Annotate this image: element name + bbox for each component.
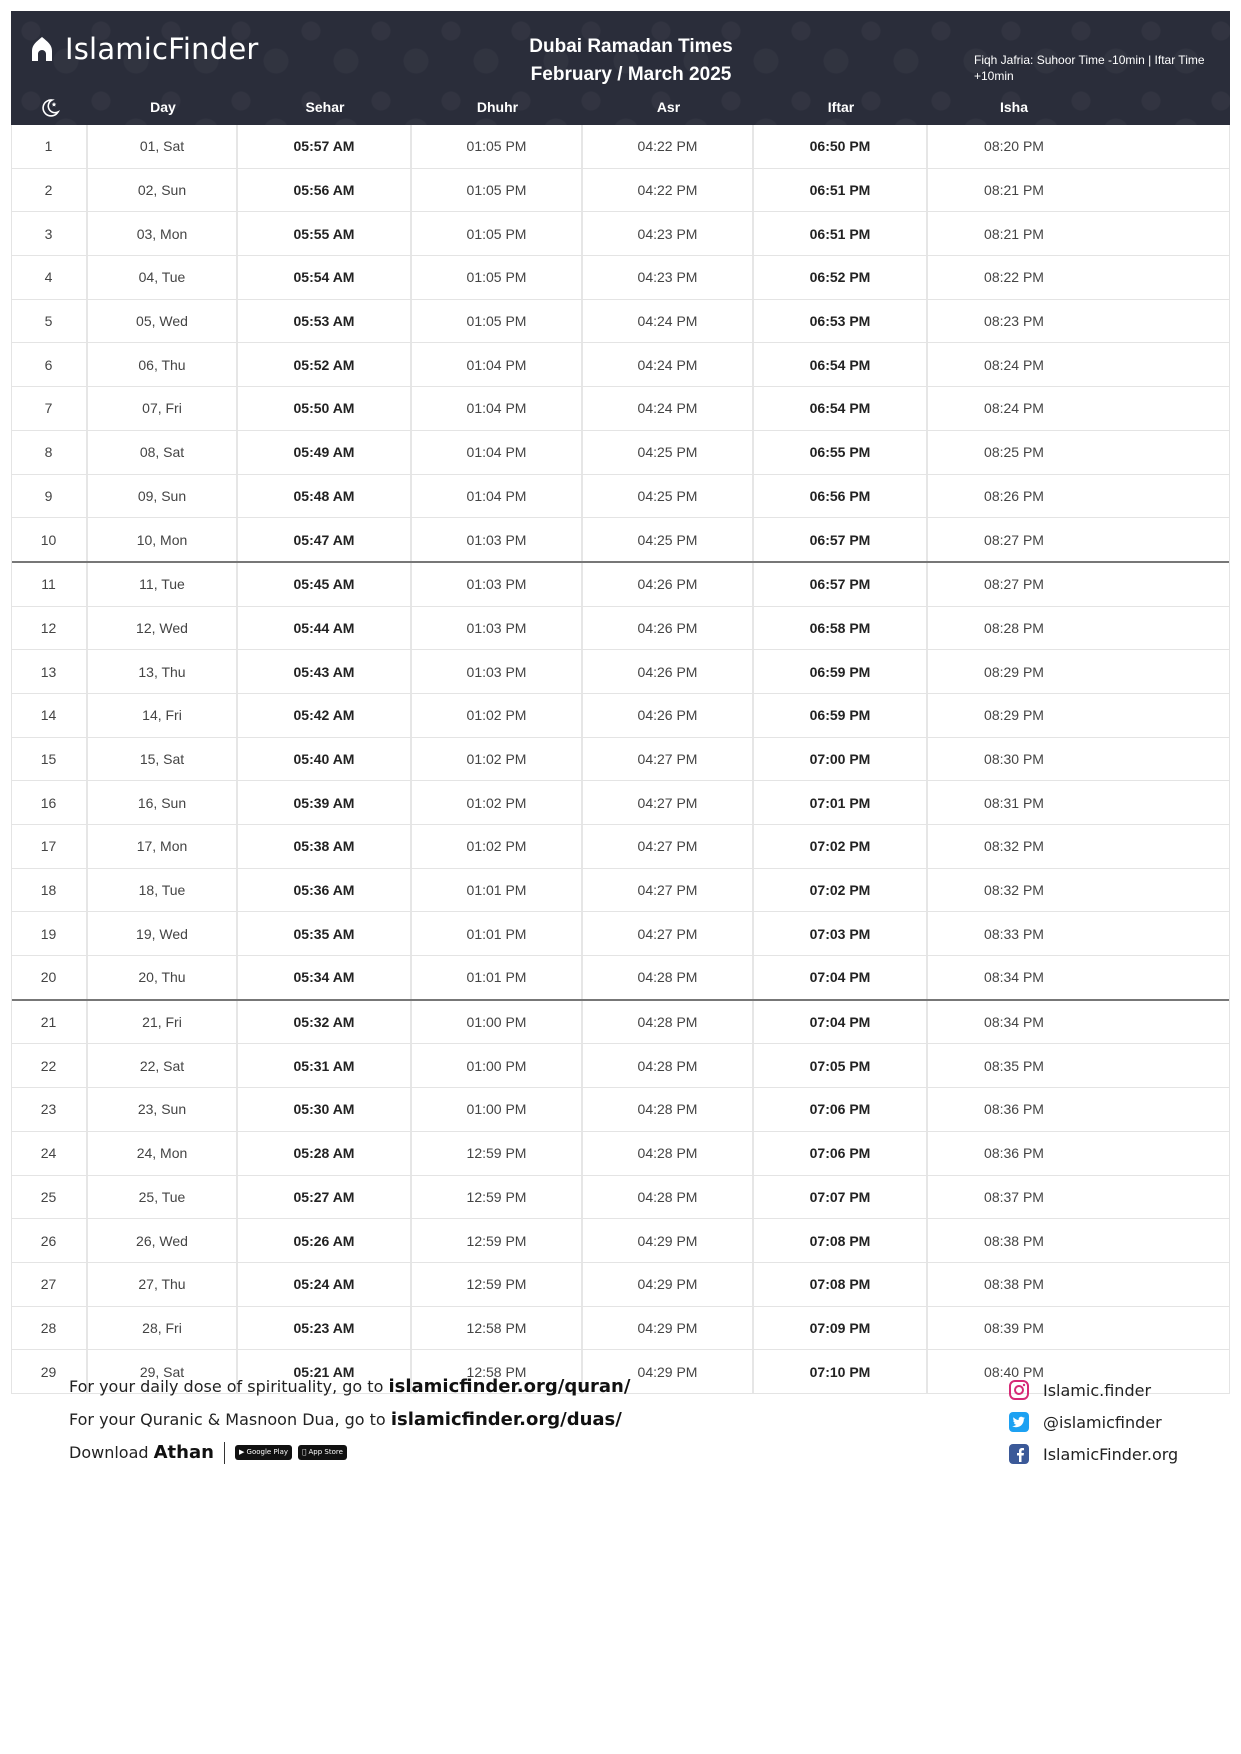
cell-dhuhr: 01:00 PM [412,1044,583,1087]
cell-sehar: 05:50 AM [238,387,412,430]
cell-dhuhr: 01:02 PM [412,781,583,824]
cell-day: 08, Sat [88,431,238,474]
table-header-row [11,89,1230,125]
cell-isha: 08:40 PM [984,1363,1044,1380]
cell-index: 23 [11,1088,88,1131]
cell-index: 8 [11,431,88,474]
cell-day: 11, Tue [88,563,238,606]
cell-sehar: 05:21 AM [238,1350,412,1393]
column-header-isha: Isha [999,99,1028,115]
table-row [11,607,1230,651]
crescent-moon-icon [39,97,61,119]
table-row [11,169,1230,213]
cell-iftar: 07:04 PM [754,1001,928,1044]
cell-isha: 08:27 PM [984,531,1044,548]
download-prefix: Download [69,1443,149,1462]
cell-isha: 08:26 PM [984,487,1044,504]
table-row [11,738,1230,782]
fiqh-note: Fiqh Jafria: Suhoor Time -10min | Iftar Time +10min [974,53,1205,83]
cell-isha: 08:31 PM [984,794,1044,811]
cell-iftar: 06:54 PM [754,343,928,386]
cell-index: 10 [11,518,88,561]
cell-dhuhr: 12:59 PM [412,1132,583,1175]
cell-index: 28 [11,1307,88,1350]
cell-index: 9 [11,475,88,518]
cell-dhuhr: 01:04 PM [412,431,583,474]
cell-isha: 08:21 PM [984,225,1044,242]
quran-link[interactable]: islamicfinder.org/quran/ [388,1376,631,1397]
cell-asr: 04:29 PM [583,1307,754,1350]
cell-dhuhr: 01:05 PM [412,125,583,168]
cell-isha: 08:38 PM [984,1232,1044,1249]
cell-asr: 04:24 PM [583,300,754,343]
cell-isha: 08:35 PM [984,1057,1044,1074]
cell-index: 20 [11,956,88,999]
cell-index: 1 [11,125,88,168]
cell-sehar: 05:56 AM [238,169,412,212]
cell-day: 16, Sun [88,781,238,824]
cell-isha: 08:33 PM [984,925,1044,942]
cell-iftar: 07:03 PM [754,912,928,955]
cell-asr: 04:26 PM [583,563,754,606]
cell-dhuhr: 01:01 PM [412,869,583,912]
cell-sehar: 05:36 AM [238,869,412,912]
instagram-handle: Islamic.finder [1043,1380,1152,1400]
cell-sehar: 05:32 AM [238,1001,412,1044]
cell-day: 05, Wed [88,300,238,343]
cell-sehar: 05:30 AM [238,1088,412,1131]
cell-asr: 04:23 PM [583,256,754,299]
duas-prefix: For your Quranic & Masnoon Dua, go to [69,1410,391,1429]
cell-index: 2 [11,169,88,212]
table-row [11,1307,1230,1351]
cell-day: 21, Fri [88,1001,238,1044]
cell-iftar: 06:56 PM [754,475,928,518]
cell-dhuhr: 01:05 PM [412,256,583,299]
cell-dhuhr: 01:05 PM [412,169,583,212]
cell-isha: 08:38 PM [984,1276,1044,1293]
cell-day: 10, Mon [88,518,238,561]
cell-asr: 04:25 PM [583,518,754,561]
app-store-label: App Store [304,1448,339,1456]
column-header-day: Day [150,99,176,115]
cell-iftar: 06:59 PM [754,694,928,737]
cell-index: 27 [11,1263,88,1306]
cell-iftar: 06:57 PM [754,563,928,606]
cell-index: 3 [11,212,88,255]
cell-iftar: 07:08 PM [754,1219,928,1262]
cell-asr: 04:29 PM [583,1263,754,1306]
cell-sehar: 05:28 AM [238,1132,412,1175]
facebook-icon [1009,1444,1029,1464]
cell-iftar: 06:58 PM [754,607,928,650]
ramadan-timetable [11,125,1230,1394]
cell-asr: 04:26 PM [583,650,754,693]
cell-isha: 08:28 PM [984,619,1044,636]
cell-isha: 08:34 PM [984,969,1044,986]
cell-asr: 04:28 PM [583,1132,754,1175]
cell-dhuhr: 12:59 PM [412,1176,583,1219]
cell-iftar: 07:07 PM [754,1176,928,1219]
cell-isha: 08:30 PM [984,750,1044,767]
cell-asr: 04:24 PM [583,343,754,386]
cell-iftar: 06:51 PM [754,169,928,212]
facebook-page: IslamicFinder.org [1043,1444,1179,1464]
cell-asr: 04:25 PM [583,431,754,474]
cell-index: 15 [11,738,88,781]
cell-day: 06, Thu [88,343,238,386]
cell-sehar: 05:35 AM [238,912,412,955]
cell-index: 26 [11,1219,88,1262]
cell-asr: 04:22 PM [583,169,754,212]
table-row [11,912,1230,956]
cell-sehar: 05:38 AM [238,825,412,868]
google-play-label: Google Play [246,1448,289,1456]
table-row [11,1263,1230,1307]
cell-isha: 08:32 PM [984,838,1044,855]
cell-sehar: 05:47 AM [238,518,412,561]
table-row [11,869,1230,913]
cell-asr: 04:28 PM [583,1176,754,1219]
cell-sehar: 05:52 AM [238,343,412,386]
cell-sehar: 05:43 AM [238,650,412,693]
table-row [11,431,1230,475]
cell-index: 11 [11,563,88,606]
table-row [11,256,1230,300]
table-row [11,781,1230,825]
cell-day: 14, Fri [88,694,238,737]
cell-dhuhr: 01:05 PM [412,300,583,343]
table-row [11,343,1230,387]
column-header-sehar: Sehar [305,99,345,115]
column-header-iftar: Iftar [827,99,855,115]
cell-dhuhr: 01:04 PM [412,475,583,518]
page-title [411,33,851,89]
cell-asr: 04:25 PM [583,475,754,518]
column-header-asr: Asr [656,99,681,115]
moon-column-header [11,89,88,125]
cell-dhuhr: 12:59 PM [412,1263,583,1306]
cell-dhuhr: 12:58 PM [412,1350,583,1393]
cell-index: 19 [11,912,88,955]
title-city: Dubai Ramadan Times [529,36,733,57]
cell-dhuhr: 01:01 PM [412,912,583,955]
twitter-handle: @islamicfinder [1043,1412,1162,1432]
cell-day: 19, Wed [88,912,238,955]
table-row [11,1088,1230,1132]
table-row [11,1219,1230,1263]
cell-sehar: 05:27 AM [238,1176,412,1219]
cell-day: 27, Thu [88,1263,238,1306]
cell-iftar: 06:53 PM [754,300,928,343]
social-facebook[interactable] [1009,1438,1178,1470]
cell-index: 14 [11,694,88,737]
cell-iftar: 07:02 PM [754,869,928,912]
table-row [11,1132,1230,1176]
cell-isha: 08:37 PM [984,1188,1044,1205]
cell-dhuhr: 12:58 PM [412,1307,583,1350]
table-row [11,563,1230,607]
cell-sehar: 05:40 AM [238,738,412,781]
cell-asr: 04:28 PM [583,1088,754,1131]
cell-isha: 08:27 PM [984,576,1044,593]
cell-day: 15, Sat [88,738,238,781]
cell-asr: 04:26 PM [583,694,754,737]
cell-isha: 08:29 PM [984,663,1044,680]
cell-day: 20, Thu [88,956,238,999]
cell-index: 29 [11,1350,88,1393]
cell-dhuhr: 01:02 PM [412,694,583,737]
cell-index: 16 [11,781,88,824]
cell-index: 6 [11,343,88,386]
cell-iftar: 07:01 PM [754,781,928,824]
cell-asr: 04:26 PM [583,607,754,650]
cell-index: 21 [11,1001,88,1044]
cell-iftar: 06:50 PM [754,125,928,168]
cell-day: 28, Fri [88,1307,238,1350]
cell-asr: 04:27 PM [583,912,754,955]
cell-iftar: 07:06 PM [754,1132,928,1175]
cell-iftar: 07:04 PM [754,956,928,999]
table-row [11,387,1230,431]
cell-sehar: 05:24 AM [238,1263,412,1306]
cell-dhuhr: 01:02 PM [412,825,583,868]
cell-dhuhr: 12:59 PM [412,1219,583,1262]
title-period: February / March 2025 [530,64,732,85]
social-instagram[interactable] [1009,1374,1178,1406]
table-row [11,300,1230,344]
cell-asr: 04:28 PM [583,956,754,999]
cell-iftar: 07:02 PM [754,825,928,868]
cell-day: 23, Sun [88,1088,238,1131]
cell-day: 17, Mon [88,825,238,868]
cell-isha: 08:32 PM [984,882,1044,899]
cell-isha: 08:21 PM [984,182,1044,199]
table-row [11,1044,1230,1088]
table-row [11,694,1230,738]
cell-iftar: 06:51 PM [754,212,928,255]
cell-isha: 08:24 PM [984,356,1044,373]
cell-sehar: 05:26 AM [238,1219,412,1262]
cell-asr: 04:27 PM [583,869,754,912]
cell-index: 4 [11,256,88,299]
cell-sehar: 05:48 AM [238,475,412,518]
cell-sehar: 05:42 AM [238,694,412,737]
cell-index: 18 [11,869,88,912]
cell-iftar: 06:54 PM [754,387,928,430]
cell-day: 22, Sat [88,1044,238,1087]
header-banner [11,11,1230,125]
cell-dhuhr: 01:02 PM [412,738,583,781]
quran-prefix: For your daily dose of spirituality, go to [69,1377,389,1396]
cell-iftar: 06:52 PM [754,256,928,299]
cell-day: 18, Tue [88,869,238,912]
cell-dhuhr: 01:05 PM [412,212,583,255]
cell-asr: 04:24 PM [583,387,754,430]
cell-dhuhr: 01:03 PM [412,650,583,693]
app-store-badge[interactable]: App Store [298,1445,347,1460]
footer-links [69,1370,630,1469]
cell-day: 02, Sun [88,169,238,212]
cell-day: 12, Wed [88,607,238,650]
cell-dhuhr: 01:03 PM [412,563,583,606]
cell-isha: 08:25 PM [984,444,1044,461]
cell-iftar: 06:57 PM [754,518,928,561]
social-links [1009,1374,1178,1470]
cell-sehar: 05:44 AM [238,607,412,650]
cell-day: 03, Mon [88,212,238,255]
cell-asr: 04:27 PM [583,781,754,824]
cell-asr: 04:28 PM [583,1001,754,1044]
cell-asr: 04:28 PM [583,1044,754,1087]
quran-line [69,1370,630,1403]
cell-index: 13 [11,650,88,693]
table-row [11,475,1230,519]
twitter-icon [1009,1412,1029,1432]
table-row [11,212,1230,256]
cell-sehar: 05:31 AM [238,1044,412,1087]
cell-index: 17 [11,825,88,868]
table-row [11,518,1230,563]
cell-isha: 08:29 PM [984,707,1044,724]
brand-name: IslamicFinder [65,32,259,66]
cell-day: 01, Sat [88,125,238,168]
cell-asr: 04:23 PM [583,212,754,255]
cell-sehar: 05:34 AM [238,956,412,999]
cell-dhuhr: 01:03 PM [412,518,583,561]
cell-sehar: 05:45 AM [238,563,412,606]
google-play-badge[interactable]: ▶ Google Play [235,1445,292,1460]
cell-sehar: 05:39 AM [238,781,412,824]
duas-line [69,1403,630,1436]
cell-day: 07, Fri [88,387,238,430]
cell-day: 13, Thu [88,650,238,693]
cell-sehar: 05:23 AM [238,1307,412,1350]
table-row [11,125,1230,169]
cell-isha: 08:39 PM [984,1319,1044,1336]
table-row [11,1001,1230,1045]
cell-iftar: 07:05 PM [754,1044,928,1087]
cell-isha: 08:34 PM [984,1014,1044,1031]
table-row [11,650,1230,694]
cell-day: 04, Tue [88,256,238,299]
download-divider [224,1442,225,1464]
cell-sehar: 05:54 AM [238,256,412,299]
cell-index: 7 [11,387,88,430]
cell-asr: 04:22 PM [583,125,754,168]
cell-isha: 08:36 PM [984,1145,1044,1162]
cell-sehar: 05:49 AM [238,431,412,474]
cell-dhuhr: 01:00 PM [412,1001,583,1044]
cell-iftar: 07:10 PM [754,1350,928,1393]
instagram-icon [1009,1380,1029,1400]
table-row [11,1176,1230,1220]
cell-isha: 08:22 PM [984,269,1044,286]
table-row [11,956,1230,1001]
cell-index: 25 [11,1176,88,1219]
cell-sehar: 05:57 AM [238,125,412,168]
cell-asr: 04:27 PM [583,738,754,781]
cell-day: 26, Wed [88,1219,238,1262]
cell-asr: 04:29 PM [583,1219,754,1262]
mosque-icon [27,34,57,64]
cell-isha: 08:24 PM [984,400,1044,417]
cell-index: 22 [11,1044,88,1087]
duas-link[interactable]: islamicfinder.org/duas/ [390,1409,622,1430]
cell-iftar: 07:08 PM [754,1263,928,1306]
cell-isha: 08:20 PM [984,138,1044,155]
cell-dhuhr: 01:03 PM [412,607,583,650]
brand-logo[interactable] [27,31,259,67]
cell-day: 24, Mon [88,1132,238,1175]
cell-isha: 08:23 PM [984,313,1044,330]
cell-isha: 08:36 PM [984,1101,1044,1118]
download-app-name: Athan [153,1442,214,1463]
cell-dhuhr: 01:01 PM [412,956,583,999]
cell-sehar: 05:53 AM [238,300,412,343]
cell-asr: 04:29 PM [583,1350,754,1393]
column-header-dhuhr: Dhuhr [476,99,519,115]
cell-asr: 04:27 PM [583,825,754,868]
cell-iftar: 07:00 PM [754,738,928,781]
cell-index: 5 [11,300,88,343]
cell-dhuhr: 01:00 PM [412,1088,583,1131]
cell-sehar: 05:55 AM [238,212,412,255]
cell-dhuhr: 01:04 PM [412,387,583,430]
social-twitter[interactable] [1009,1406,1178,1438]
download-line [69,1436,630,1469]
cell-index: 12 [11,607,88,650]
cell-day: 09, Sun [88,475,238,518]
cell-iftar: 07:06 PM [754,1088,928,1131]
cell-index: 24 [11,1132,88,1175]
cell-dhuhr: 01:04 PM [412,343,583,386]
cell-iftar: 06:59 PM [754,650,928,693]
cell-day: 29, Sat [88,1350,238,1393]
cell-iftar: 07:09 PM [754,1307,928,1350]
cell-iftar: 06:55 PM [754,431,928,474]
cell-day: 25, Tue [88,1176,238,1219]
table-row [11,825,1230,869]
